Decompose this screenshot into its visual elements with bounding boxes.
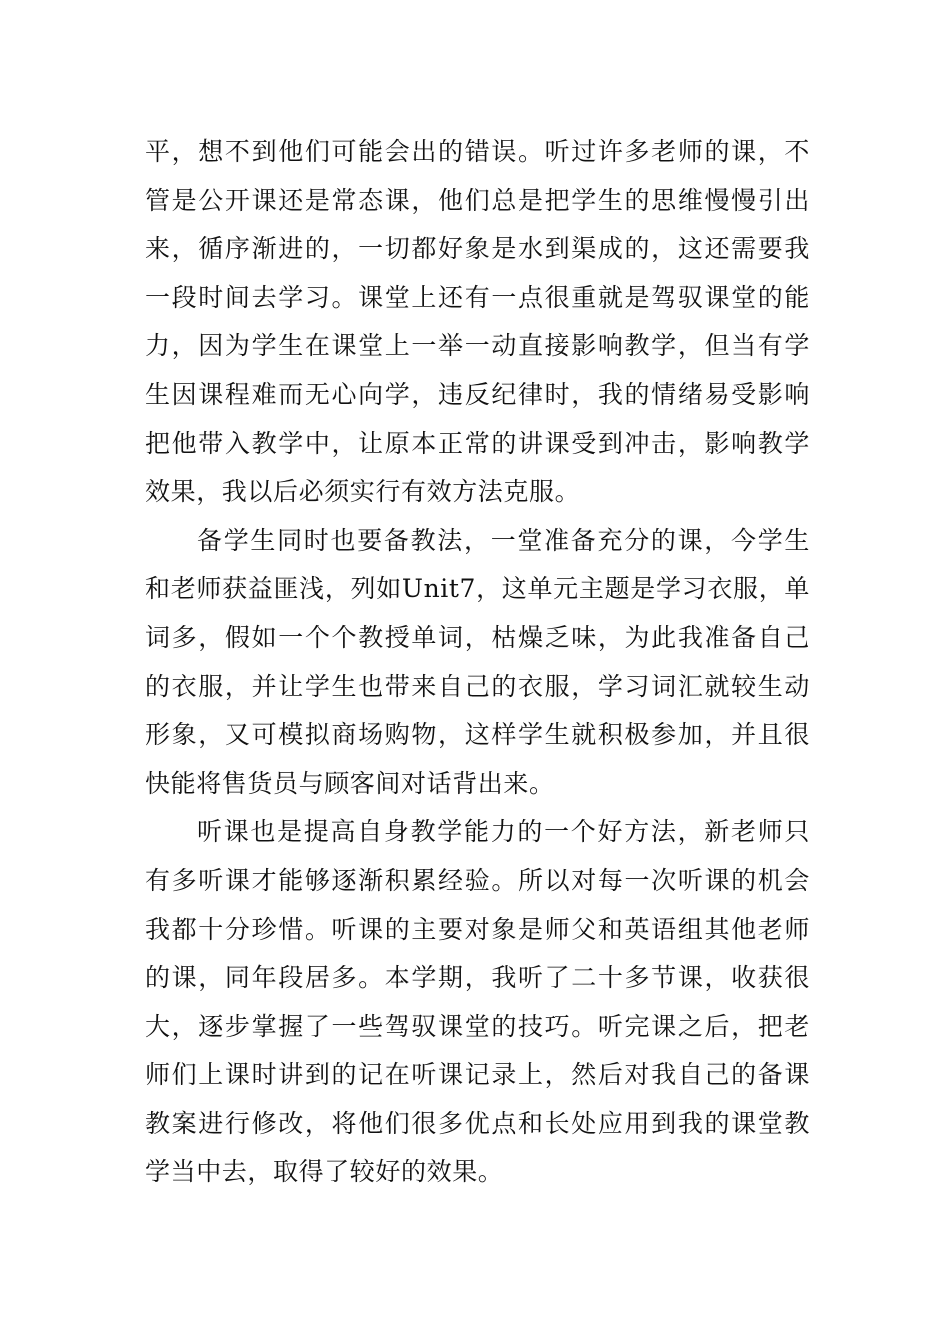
- paragraph-1: 平，想不到他们可能会出的错误。听过许多老师的课，不管是公开课还是常态课，他们总是把学生的思维慢慢引出来，循序渐进的，一切都好象是水到渠成的，这还需要我一段时间去学习。课堂上还有一点很重就是驾驭课堂的能力，因为学生在课堂上一举一动直接影响教学，但当有学生因课程难而无心向学，违反纪律时，我的情绪易受影响把他带入教学中，让原本正常的讲课受到冲击，影响教学效果，我以后必须实行有效方法克服。: [145, 137, 810, 507]
- body-text: [145, 128, 810, 1197]
- paragraph-3: 听课也是提高自身教学能力的一个好方法，新老师只有多听课才能够逐渐积累经验。所以对每一次听课的机会我都十分珍惜。听课的主要对象是师父和英语组其他老师的课，同年段居多。本学期，我听了二十多节课，收获很大，逐步掌握了一些驾驭课堂的技巧。听完课之后，把老师们上课时讲到的记在听课记录上，然后对我自己的备课教案进行修改，将他们很多优点和长处应用到我的课堂教学当中去，取得了较好的效果。: [145, 817, 810, 1187]
- paragraph-2: 备学生同时也要备教法，一堂准备充分的课，今学生和老师获益匪浅，列如Unit7，这单元主题是学习衣服，单词多，假如一个个教授单词，枯燥乏味，为此我准备自己的衣服，并让学生也带来自己的衣服，学习词汇就较生动形象，又可模拟商场购物，这样学生就积极参加，并且很快能将售货员与顾客间对话背出来。: [145, 525, 810, 798]
